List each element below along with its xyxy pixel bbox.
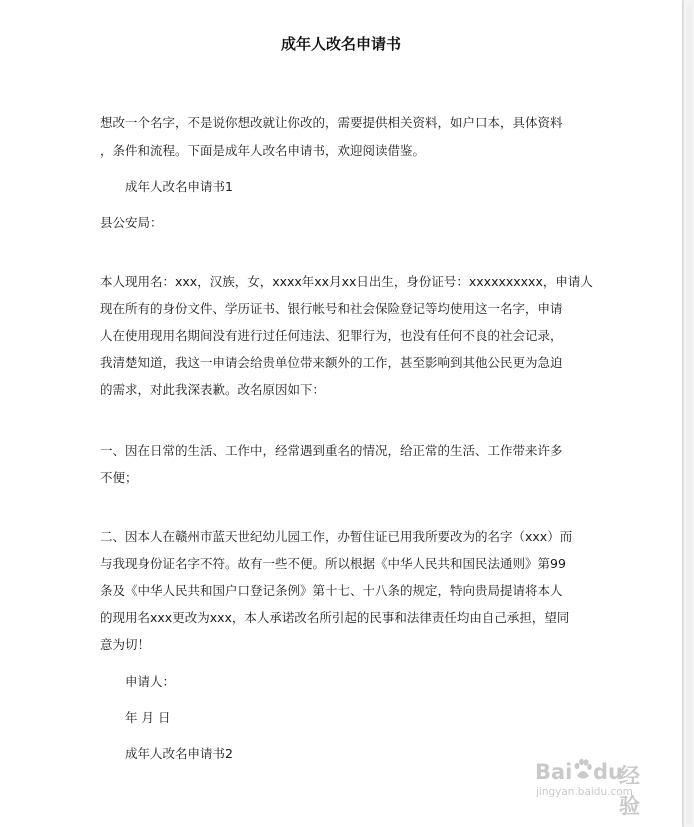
baidu-jingyan-watermark [535,756,660,818]
watermark-brand-2: du [593,760,623,784]
paragraph-line: 人在使用现用名期间没有进行过任何违法、犯罪行为，也没有任何不良的社会记录， [100,328,563,343]
vertical-scrollbar[interactable] [683,0,694,827]
intro-line-2: ，条件和流程。下面是成年人改名申请书，欢迎阅读借鉴。 [100,143,426,158]
paw-logo-icon [573,758,593,782]
reason-2-line: 的现用名xxx更改为xxx，本人承诺改名所引起的民事和法律责任均由自己承担，望同 [100,610,570,625]
page-title: 成年人改名申请书 [280,35,401,53]
paragraph-line: 的需求，对此我深表歉。改名原因如下： [100,382,326,397]
paragraph-line: 我清楚知道，我这一申请会给贵单位带来额外的工作，甚至影响到其他公民更为急迫 [100,355,563,370]
reason-1-line: 一、因在日常的生活、工作中，经常遇到重名的情况，给正常的生活、工作带来许多 [100,443,563,458]
reason-2-line: 条及《中华人民共和国户口登记条例》第十七、十八条的规定，特向贵局提请将本人 [100,583,563,598]
paragraph-line: 本人现用名：xxx，汉族，女，xxxx年xx月xx日出生，身份证号：xxxxxxxxxx，申请人 [100,274,593,289]
reason-2-line: 与我现身份证名字不符。故有一些不便。所以根据《中华人民共和国民法通则》第99 [100,556,566,571]
reason-2-line: 意为切！ [100,637,151,652]
reason-2-line: 二、因本人在赣州市蓝天世纪幼儿园工作，办暂住证已用我所要改为的名字（xxx）而 [100,529,573,544]
addressee: 县公安局： [100,215,163,230]
date-label: 年 月 日 [125,710,171,725]
scrollbar-thumb[interactable] [686,4,692,824]
section-heading-2: 成年人改名申请书2 [125,746,233,761]
watermark-url: jingyan.baidu.com [536,786,633,798]
section-heading-1: 成年人改名申请书1 [125,179,233,194]
reason-1-line: 不便； [100,470,138,485]
applicant-label: 申请人： [125,674,176,689]
intro-line-1: 想改一个名字，不是说你想改就让你改的，需要提供相关资料，如户口本，具体资料 [100,115,563,130]
watermark-brand: Bai [535,760,573,784]
paragraph-line: 现在所有的身份文件、学历证书、银行帐号和社会保险登记等均使用这一名字，申请 [100,301,563,316]
watermark-cn: 经验 [619,764,640,818]
